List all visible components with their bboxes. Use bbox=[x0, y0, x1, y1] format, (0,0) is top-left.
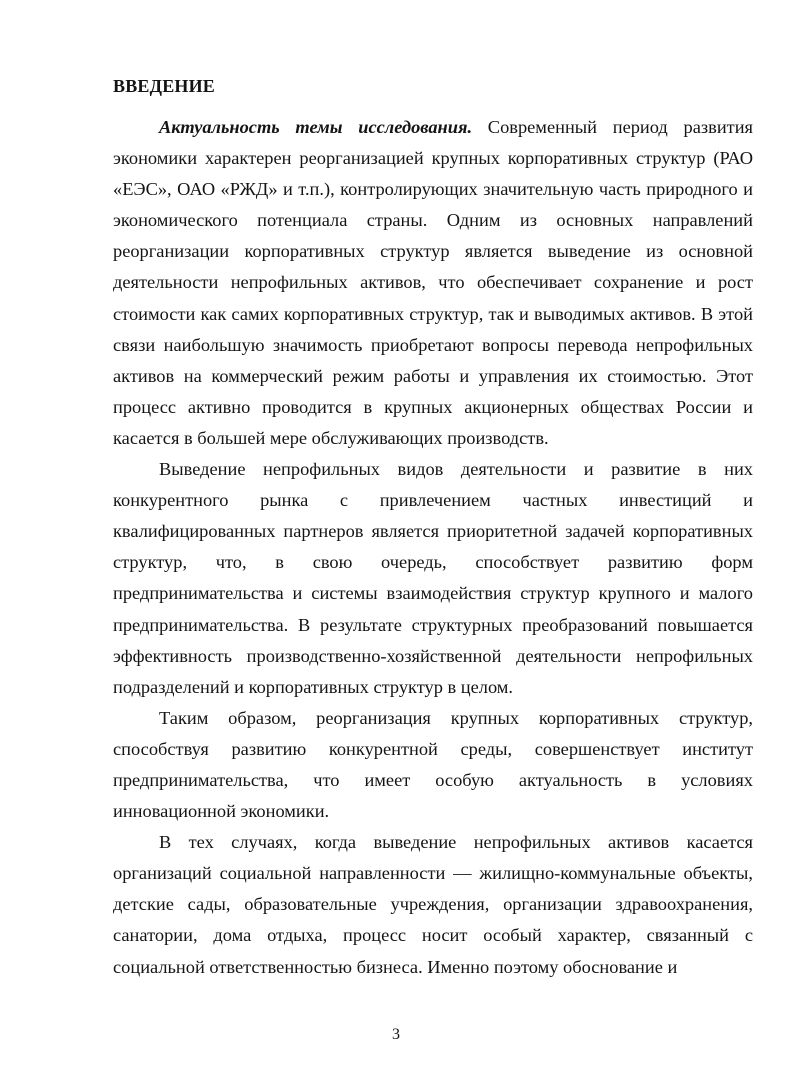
paragraph-divestment: Выведение непрофильных видов деятельности и развитие в них конкурентного рынка с привлечением частных инвестиций и квалифицированных партнеров является приоритетной задачей корпоративных структур, что, в свою очередь, способствует развитию форм предпринимательства и системы взаимодействия структур крупного и малого предпринимательства. В результате структурных преобразований повышается эффективность производственно-хозяйственной деятельности непрофильных подразделений и корпоративных структур в целом. bbox=[113, 459, 753, 697]
paragraph-social: В тех случаях, когда выведение непрофильных активов касается организаций социальной направленности — жилищно-коммунальные объекты, детские сады, образовательные учреждения, организации здравоохранения, санатории, дома отдыха, процесс носит особый характер, связанный с социальной ответственностью бизнеса. Именно поэтому обоснование и bbox=[113, 832, 753, 977]
body-text bbox=[113, 112, 753, 983]
page-number: 3 bbox=[392, 1026, 400, 1043]
paragraph-lead: Актуальность темы исследования. bbox=[159, 117, 473, 137]
paragraph-conclusion: Таким образом, реорганизация крупных корпоративных структур, способствуя развитию конкурентной среды, совершенствует институт предпринимательства, что имеет особую актуальность в условиях инновационной экономики. bbox=[113, 707, 753, 822]
section-heading: ВВЕДЕНИЕ bbox=[113, 76, 216, 96]
paragraph-relevance bbox=[113, 112, 753, 454]
paragraph-text: Современный период развития экономики характерен реорганизацией крупных корпоративных структур (РАО «ЕЭС», ОАО «РЖД» и т.п.), контролирующих значительную часть природного и экономического потенциала страны. Одним из основных направлений реорганизации корпоративных структур является выведение из основной деятельности непрофильных активов, что обеспечивает сохранение и рост стоимости как самих корпоративных структур, так и выводимых активов. В этой связи наибольшую значимость приобретают вопросы перевода непрофильных активов на коммерческий режим работы и управления их стоимостью. Этот процесс активно проводится в крупных акционерных обществах России и касается в большей мере обслуживающих производств. bbox=[113, 117, 753, 448]
